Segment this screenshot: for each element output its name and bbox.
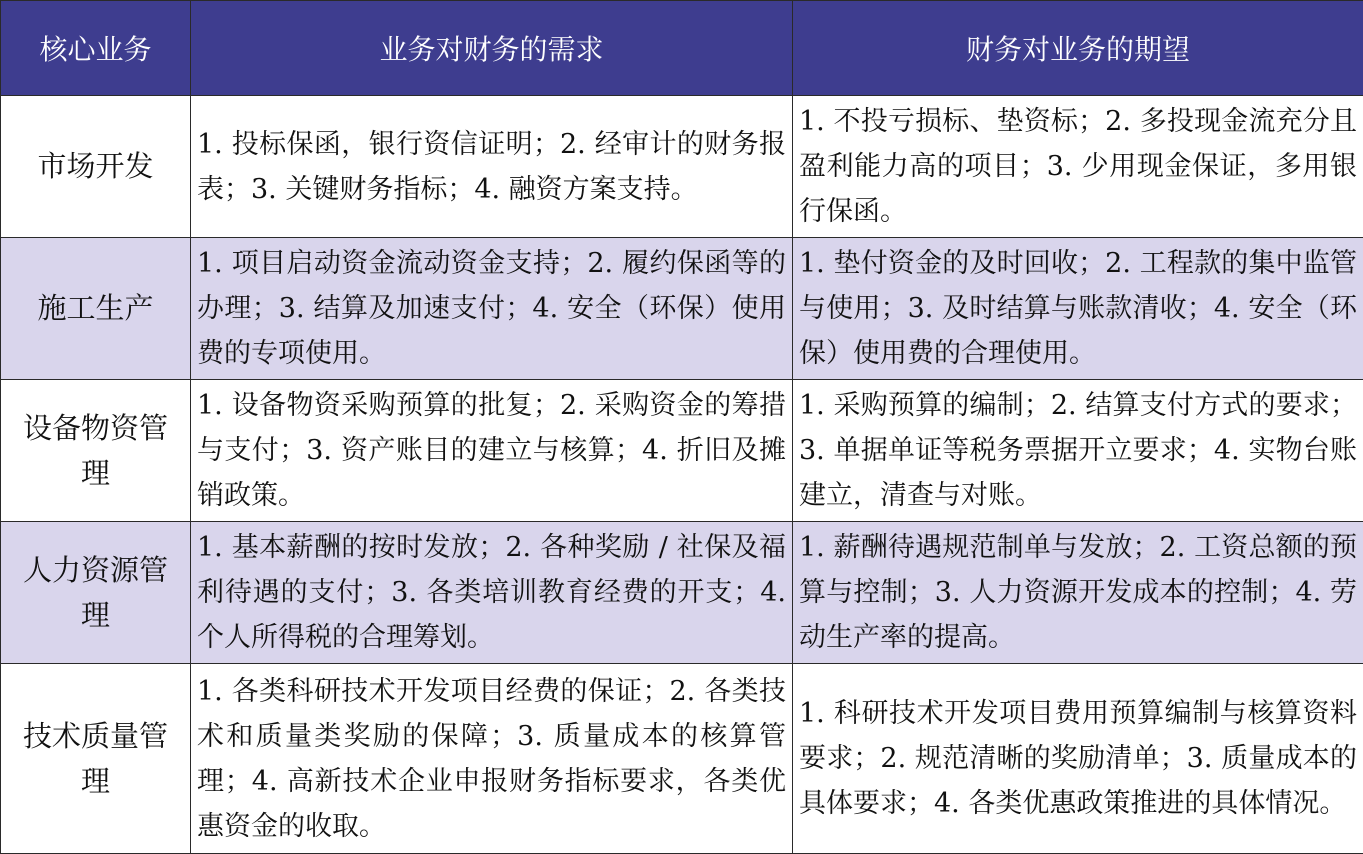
core-business-cell: 人力资源管理 (1, 522, 191, 664)
expectation-cell: 1. 薪酬待遇规范制单与发放；2. 工资总额的预算与控制；3. 人力资源开发成本的控制；4. 劳动生产率的提高。 (793, 522, 1363, 664)
table-row (1, 522, 1363, 664)
demand-cell: 1. 项目启动资金流动资金支持；2. 履约保函等的办理；3. 结算及加速支付；4. 安全（环保）使用费的专项使用。 (191, 238, 793, 380)
table-row (1, 664, 1363, 854)
table-header-row (1, 1, 1363, 96)
core-business-cell: 市场开发 (1, 96, 191, 238)
expectation-cell: 1. 采购预算的编制；2. 结算支付方式的要求；3. 单据单证等税务票据开立要求；4. 实物台账建立，清查与对账。 (793, 380, 1363, 522)
expectation-cell: 1. 不投亏损标、垫资标；2. 多投现金流充分且盈利能力高的项目；3. 少用现金保证，多用银行保函。 (793, 96, 1363, 238)
expectation-cell: 1. 垫付资金的及时回收；2. 工程款的集中监管与使用；3. 及时结算与账款清收；4. 安全（环保）使用费的合理使用。 (793, 238, 1363, 380)
expectation-cell: 1. 科研技术开发项目费用预算编制与核算资料要求；2. 规范清晰的奖励清单；3. 质量成本的具体要求；4. 各类优惠政策推进的具体情况。 (793, 664, 1363, 854)
table-row (1, 238, 1363, 380)
table-row (1, 96, 1363, 238)
demand-cell: 1. 各类科研技术开发项目经费的保证；2. 各类技术和质量类奖励的保障；3. 质量成本的核算管理；4. 高新技术企业申报财务指标要求，各类优惠资金的收取。 (191, 664, 793, 854)
header-finance-expectation: 财务对业务的期望 (793, 1, 1363, 96)
header-business-demand: 业务对财务的需求 (191, 1, 793, 96)
demand-cell: 1. 投标保函，银行资信证明；2. 经审计的财务报表；3. 关键财务指标；4. 融资方案支持。 (191, 96, 793, 238)
demand-cell: 1. 设备物资采购预算的批复；2. 采购资金的筹措与支付；3. 资产账目的建立与核算；4. 折旧及摊销政策。 (191, 380, 793, 522)
core-business-cell: 技术质量管理 (1, 664, 191, 854)
core-business-cell: 设备物资管理 (1, 380, 191, 522)
core-business-cell: 施工生产 (1, 238, 191, 380)
header-core-business: 核心业务 (1, 1, 191, 96)
table-row (1, 380, 1363, 522)
demand-cell: 1. 基本薪酬的按时发放；2. 各种奖励 / 社保及福利待遇的支付；3. 各类培训教育经费的开支；4. 个人所得税的合理筹划。 (191, 522, 793, 664)
